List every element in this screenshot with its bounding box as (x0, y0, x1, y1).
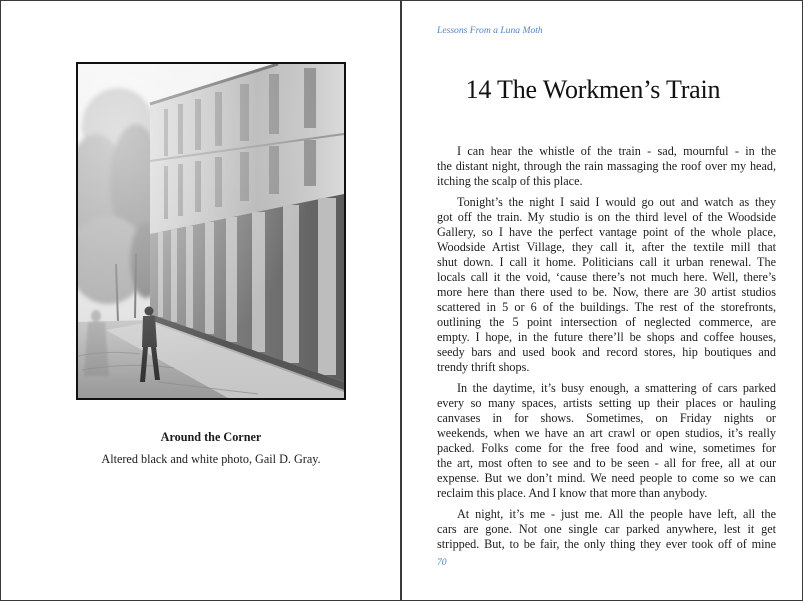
text-line: got off the train. My studio is on the third level of the Woodside (437, 209, 776, 224)
text-line: I can hear the whistle of the train - sad, mournful - in the (457, 143, 776, 158)
text-line: seedy bars and used book and record stores, hip boutiques and (437, 344, 776, 359)
photo-haze (78, 64, 344, 398)
text-line: Woodside Artist Village, they call it, after the textile mill that (437, 239, 776, 254)
text-line: more here than there used to be. Now, there are 30 artist studios (437, 284, 776, 299)
text-line: every so many spaces, artists setting up their places or hauling (437, 395, 776, 410)
text-line: Gallery, so I have the perfect vantage point of the whole place, (437, 224, 776, 239)
text-line: the distant night, through the rain massaging the roof over my head, (437, 158, 776, 173)
paragraph (437, 507, 776, 552)
chapter-body (437, 144, 776, 552)
text-line: canvases in for shows. Sometimes, on Friday nights or (437, 410, 776, 425)
text-line: trendy thrift shops. (437, 359, 530, 374)
photo-image (78, 64, 344, 398)
text-line: weekends, when we have an art crawl or open studios, it’s really (437, 425, 776, 440)
text-line: outlining the 5 point intersection of neglected commerce, are (437, 314, 776, 329)
page-number: 70 (437, 557, 447, 568)
text-line: In the daytime, it’s busy enough, a smattering of cars parked (457, 380, 776, 395)
text-line: reclaim this place. And I know that more than anybody. (437, 485, 708, 500)
paragraph (437, 144, 776, 189)
photo-frame (76, 62, 346, 400)
running-header: Lessons From a Luna Moth (437, 25, 543, 36)
figure-caption-title: Around the Corner (160, 430, 262, 444)
text-line: the art, most often to see and to be seen - all for free, all at our (437, 455, 776, 470)
text-line: At night, it’s me - just me. All the people have left, all the (457, 506, 776, 521)
text-line: Tonight’s the night I said I would go out and watch as they (457, 194, 776, 209)
paragraph (437, 195, 776, 375)
figure-caption-credit: Altered black and white photo, Gail D. Gray. (101, 452, 321, 466)
text-line: itching the scalp of this place. (437, 173, 583, 188)
text-line: scattered in 5 or 6 of the buildings. The rest of the storefronts, (437, 299, 776, 314)
chapter-title: 14 The Workmen’s Train (465, 75, 721, 104)
text-line: shut down. I call it home. Politicians call it urban renewal. The (437, 254, 776, 269)
text-line: expense. But we don’t mind. We need people to come so we can (437, 470, 776, 485)
text-line: cars are gone. Not one single car parked anywhere, lest it get (437, 521, 776, 536)
page-divider (400, 0, 402, 601)
text-line: locals call it the void, ‘cause there’s not much here. Well, there’s (437, 269, 776, 284)
paragraph (437, 381, 776, 501)
text-line: empty. I hope, in the future there’ll be shops and coffee houses, (437, 329, 776, 344)
text-line: packed. Folks come for the free food and wine, sometimes for (437, 440, 776, 455)
text-line: stripped. But, to be fair, the only thing they ever took off of mine (437, 536, 776, 551)
